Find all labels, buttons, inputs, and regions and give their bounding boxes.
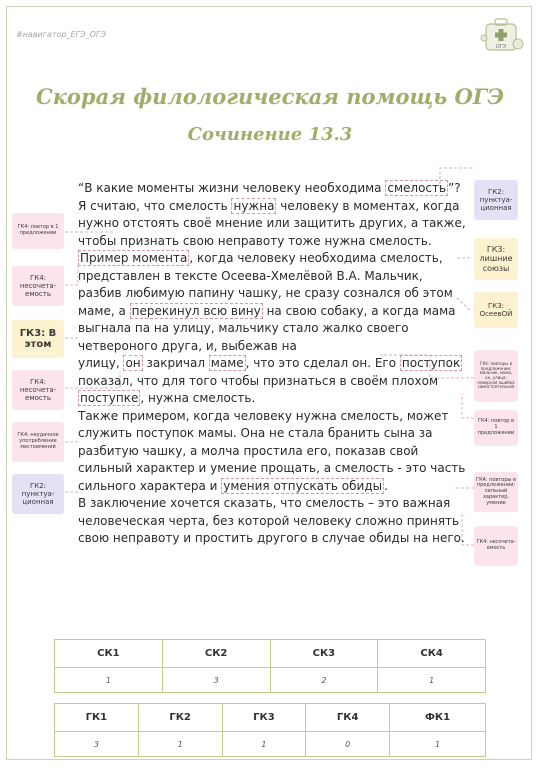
hashtag: #навигатор_ЕГЭ_ОГЭ: [16, 30, 106, 39]
left-tag-1: ГК4: повтор в 1 предложении: [12, 213, 64, 249]
left-tag-5: ГК4: неудачное употребление местоимений: [12, 422, 64, 462]
gk-score: 1: [390, 732, 486, 757]
left-tag-2: ГК4: несочета- емость: [12, 266, 64, 306]
right-tag-1: ГК2: пунктуа- ционная: [474, 180, 518, 220]
marked-fragment: нужна: [233, 198, 275, 213]
essay-paragraph: [78, 250, 470, 355]
marked-fragment: поступок: [401, 356, 461, 370]
essay-text-run: улицу,: [78, 356, 124, 370]
right-tag-5: ГК4: повтор в 1 предложении: [474, 410, 518, 446]
essay-text-run: Я считаю, что смелость: [78, 198, 232, 213]
sk-score: 1: [378, 668, 486, 693]
essay-text-run: Также примером, когда человеку нужна смелость, может служить поступок мамы. Она не стала бранить сына за разбитую чашку, а молча простила его, показав свой сильный характер и умение прощать, а смелость - это часть сильного характера и: [78, 408, 466, 493]
left-tag-4: ГК4: несочета- емость: [12, 370, 64, 410]
gk-header: ФК1: [390, 704, 486, 732]
essay-text-run: .: [384, 478, 388, 493]
marked-fragment: он: [125, 356, 141, 370]
right-tag-6: ГК4: повторы в предложении: сильный характер, умение: [474, 472, 518, 512]
scores-table-sk: [54, 639, 486, 693]
scores-table-gk: [54, 703, 486, 757]
sk-header: СК2: [162, 640, 270, 668]
left-tag-6: ГК2: пунктуа- ционная: [12, 474, 64, 514]
sk-header: СК3: [270, 640, 378, 668]
essay-text-run: показал, что для того чтобы признаться в своём плохом: [78, 373, 438, 388]
essay-text-run: В заключение хочется сказать, что смелость – это важная человеческая черта, без которой человеку сложно принять свою неправоту и простить другого в случае обиды на него.: [78, 496, 465, 545]
marked-fragment: умения отпускать обиды: [223, 478, 383, 493]
gk-header: ГК1: [55, 704, 139, 732]
marked-fragment: перекинул всю вину: [131, 303, 261, 318]
sk-header: СК4: [378, 640, 486, 668]
right-tag-3: ГК3: ОсеевОЙ: [474, 292, 518, 328]
essay-text-run: ”?: [448, 181, 461, 195]
gk-score: 3: [55, 732, 139, 757]
marked-fragment: маме: [210, 356, 244, 370]
marked-fragment: Пример момента: [80, 251, 188, 265]
sk-header: СК1: [55, 640, 163, 668]
right-tag-7: ГК4: несочета- емость: [474, 526, 518, 566]
essay-paragraph: [78, 355, 470, 408]
gk-header: ГК2: [138, 704, 222, 732]
medkit-icon: [478, 14, 526, 58]
left-tag-3: ГК3: В этом: [12, 320, 64, 358]
essay-paragraph: [78, 180, 470, 198]
sk-score: 3: [162, 668, 270, 693]
marked-fragment: смелость: [387, 181, 447, 195]
sk-score: 1: [55, 668, 163, 693]
essay-text-run: , что это сделал он. Его: [245, 356, 400, 370]
right-tag-4: ГК4: повторы в предложении: мальчик, мама, он, улица; неверная ошибка самостоятельная: [474, 350, 518, 402]
page-subtitle: Сочинение 13.3: [187, 124, 353, 145]
gk-score: 1: [222, 732, 306, 757]
essay-paragraph: [78, 495, 470, 548]
essay-paragraph: [78, 408, 470, 496]
gk-header: ГК3: [222, 704, 306, 732]
gk-score: 1: [138, 732, 222, 757]
essay-text-run: закричал: [142, 356, 209, 370]
page-title: Скорая филологическая помощь ОГЭ: [35, 84, 505, 109]
medkit-logo: [478, 14, 526, 58]
essay-text-run: , когда человеку необходима смелость, представлен в тексте Осеева-Хмелёвой В.А. Мальчик, разбив любимую папину чашку, не сразу сознался об этом маме, а: [78, 251, 453, 318]
gk-header: ГК4: [306, 704, 390, 732]
essay-text-run: на свою собаку, а когда мама выгнала па на улицу, мальчику стало жалко своего четвероного друга, и, выбежав на: [78, 303, 456, 353]
svg-text:ОГЭ: ОГЭ: [495, 44, 507, 50]
essay-paragraph: [78, 198, 470, 251]
essay-text: [78, 180, 470, 548]
marked-fragment: поступке: [80, 391, 139, 405]
gk-score: 0: [306, 732, 390, 757]
right-tag-2: ГК3: лишние союзы: [474, 238, 518, 280]
essay-text-run: , нужна смелость.: [140, 391, 256, 405]
essay-text-run: “В какие моменты жизни человеку необходима: [78, 181, 386, 195]
essay-text-run: человеку в моментах, когда нужно отстоять своё мнение или защитить других, а также, чтобы признать свою неправоту тоже нужна смелость.: [78, 198, 466, 248]
sk-score: 2: [270, 668, 378, 693]
